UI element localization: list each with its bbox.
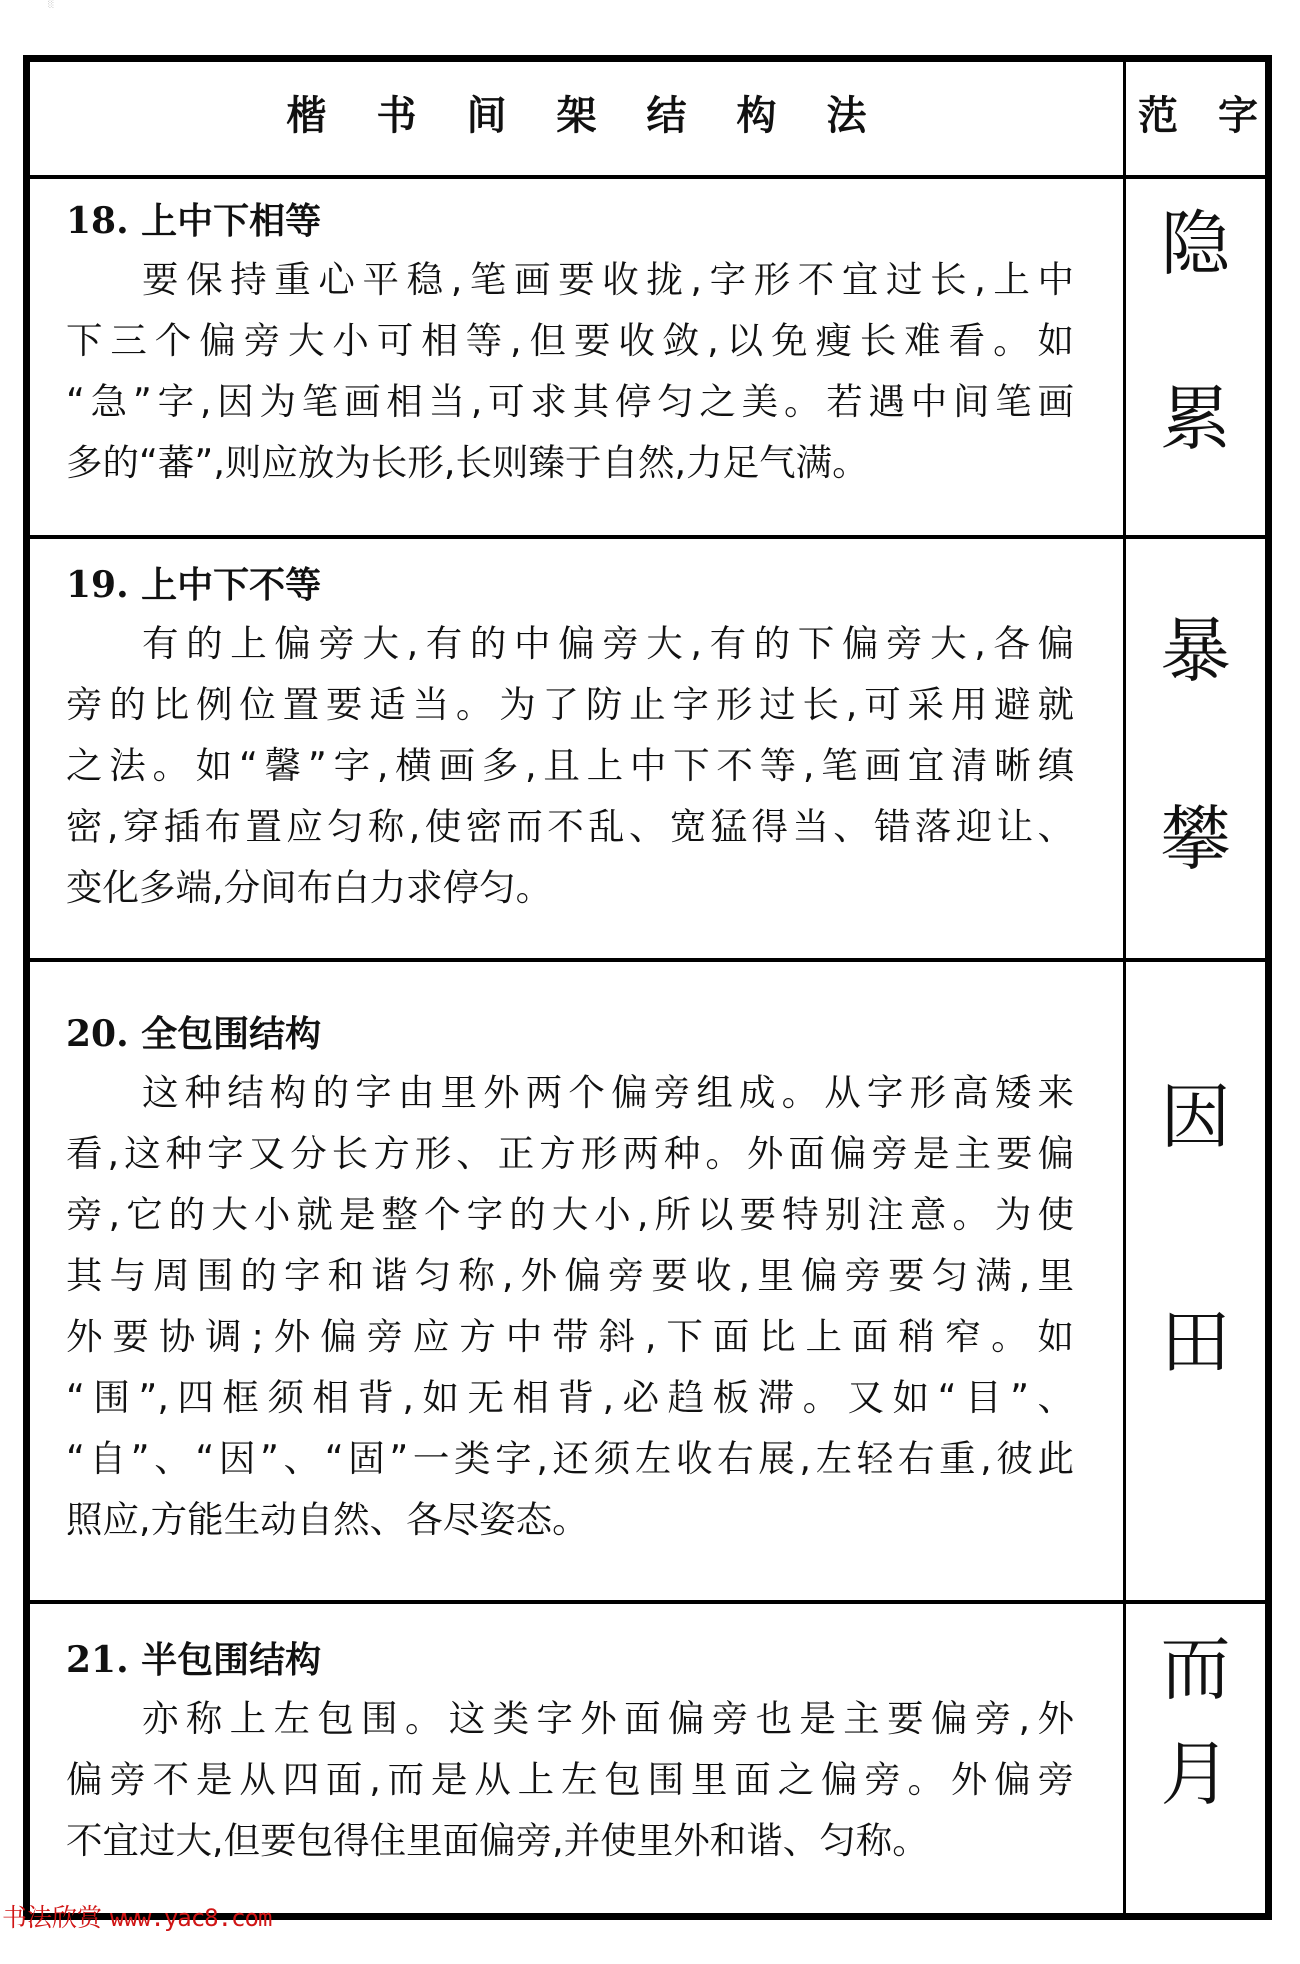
watermark-url[interactable]: www.yac8.com [110, 1904, 272, 1932]
site-watermark [2, 1903, 271, 1933]
body-line: 照应,方能生动自然、各尽姿态。 [66, 1498, 589, 1541]
section-title: 18. 上中下相等 [66, 200, 322, 242]
sample-character: 暴 [1160, 610, 1231, 692]
body-line: 密,穿插布置应匀称,使密而不乱、宽猛得当、错落迎让、 [66, 805, 1074, 848]
body-line: 之法。如“馨”字,横画多,且上中下不等,笔画宜清晰缜 [66, 744, 1074, 787]
section-text-cell [30, 179, 1126, 535]
section-text-cell [30, 539, 1126, 958]
section-19 [66, 563, 1093, 918]
body-line: 亦称上左包围。这类字外面偏旁也是主要偏旁,外 [142, 1697, 1074, 1740]
section-text-cell [30, 962, 1126, 1600]
body-line: 偏旁不是从四面,而是从上左包围里面之偏旁。外偏旁 [66, 1758, 1074, 1801]
section-body [66, 249, 1093, 493]
section-20 [66, 1012, 1093, 1550]
body-line: 旁,它的大小就是整个字的大小,所以要特别注意。为使 [66, 1193, 1074, 1236]
section-18 [66, 199, 1093, 493]
section-title: 21. 半包围结构 [66, 1639, 322, 1681]
body-line: 这种结构的字由里外两个偏旁组成。从字形高矮来 [142, 1071, 1074, 1114]
body-line: 多的“蕃”,则应放为长形,长则臻于自然,力足气满。 [66, 441, 869, 484]
header-row [30, 62, 1265, 179]
sample-character: 因 [1160, 1076, 1231, 1158]
body-line: “急”字,因为笔画相当,可求其停匀之美。若遇中间笔画 [66, 380, 1074, 423]
page-title: 楷书间架结构法 [286, 93, 917, 139]
section-row-20 [30, 962, 1265, 1604]
watermark-site-name: 书法欣赏 [2, 1903, 103, 1932]
section-row-21 [30, 1604, 1265, 1920]
sample-character: 累 [1160, 378, 1231, 460]
section-row-18 [30, 179, 1265, 539]
body-line: 其与周围的字和谐匀称,外偏旁要收,里偏旁要匀满,里 [66, 1254, 1074, 1297]
section-title: 20. 全包围结构 [66, 1013, 322, 1055]
body-line: 外要协调;外偏旁应方中带斜,下面比上面稍窄。如 [66, 1315, 1074, 1358]
body-line: 下三个偏旁大小可相等,但要收敛,以免瘦长难看。如 [66, 319, 1074, 362]
scan-artifact: ░ [48, 0, 55, 8]
sample-character: 而 [1160, 1628, 1231, 1710]
sample-character: 田 [1160, 1301, 1231, 1383]
sample-cell [1126, 1604, 1265, 1920]
section-21 [66, 1638, 1093, 1871]
body-line: 旁的比例位置要适当。为了防止字形过长,可采用避就 [66, 683, 1074, 726]
section-body [66, 1062, 1093, 1550]
section-body [66, 613, 1093, 918]
body-line: 有的上偏旁大,有的中偏旁大,有的下偏旁大,各偏 [142, 622, 1074, 665]
sample-cell [1126, 539, 1265, 958]
body-line: 变化多端,分间布白力求停匀。 [66, 866, 553, 909]
header-side-cell [1126, 62, 1265, 175]
body-line: 要保持重心平稳,笔画要收拢,字形不宜过长,上中 [142, 258, 1074, 301]
section-title: 19. 上中下不等 [66, 564, 322, 606]
body-line: “自”、“因”、“固”一类字,还须左收右展,左轻右重,彼此 [66, 1437, 1074, 1480]
sample-cell [1126, 179, 1265, 535]
section-text-cell [30, 1604, 1126, 1920]
sample-column-title-char: 范 [1138, 93, 1178, 139]
sample-character: 攀 [1160, 798, 1231, 880]
body-line: 不宜过大,但要包得住里面偏旁,并使里外和谐、匀称。 [66, 1819, 929, 1862]
body-line: “围”,四框须相背,如无相背,必趋板滞。又如“目”、 [66, 1376, 1074, 1419]
sample-character: 月 [1160, 1733, 1231, 1815]
section-row-19 [30, 539, 1265, 962]
sample-column-title-char: 字 [1218, 93, 1258, 139]
header-title-cell [30, 62, 1126, 175]
calligraphy-table [23, 55, 1272, 1920]
sample-cell [1126, 962, 1265, 1600]
sample-character: 隐 [1160, 203, 1231, 285]
body-line: 看,这种字又分长方形、正方形两种。外面偏旁是主要偏 [66, 1132, 1074, 1175]
section-body [66, 1688, 1093, 1871]
